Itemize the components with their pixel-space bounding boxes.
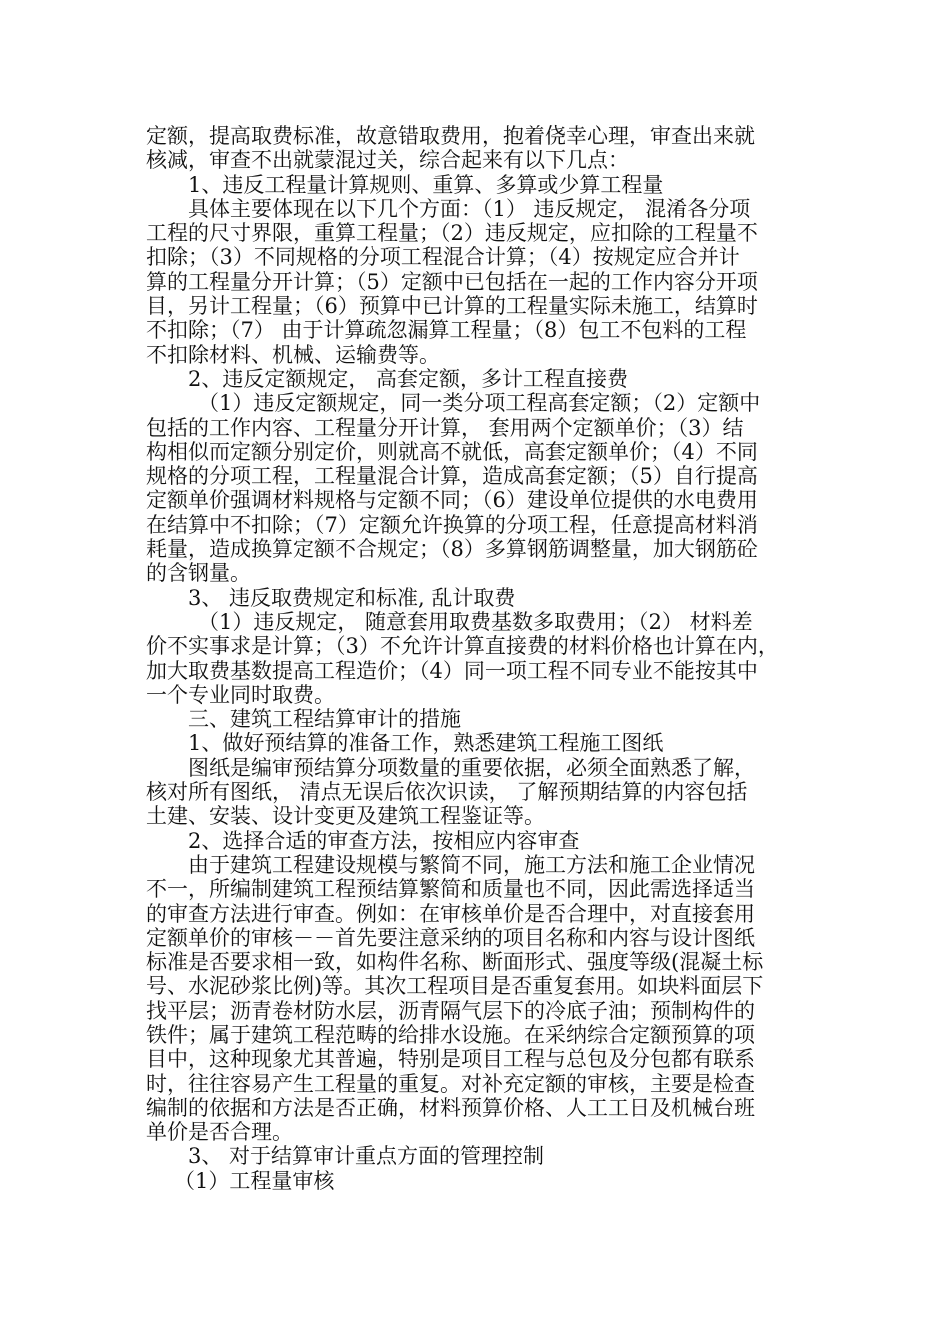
text-line: 不扣除材料、机械、运输费等。 bbox=[146, 342, 440, 367]
text-line: 铁件；属于建筑工程范畴的给排水设施。在采纳综合定额预算的项 bbox=[146, 1022, 755, 1047]
text-line: 图纸是编审预结算分项数量的重要依据，必须全面熟悉了解， bbox=[188, 755, 755, 780]
text-line: 价不实事求是计算；（3）不允许计算直接费的材料价格也计算在内， bbox=[146, 634, 779, 659]
text-line: （1）违反规定， 随意套用取费基数多取费用；（2） 材料差 bbox=[198, 609, 753, 634]
text-line: 加大取费基数提高工程造价；（4）同一项工程不同专业不能按其中 bbox=[146, 658, 758, 683]
document-body bbox=[146, 124, 812, 1193]
text-line: 1、违反工程量计算规则、重算、多算或少算工程量 bbox=[188, 172, 664, 197]
text-line: 2、选择合适的审查方法，按相应内容审查 bbox=[188, 828, 580, 853]
text-line: 号、水泥砂浆比例)等。其次工程项目是否重复套用。如块料面层下 bbox=[146, 974, 764, 999]
text-line: 具体主要体现在以下几个方面：（1） 违反规定， 混淆各分项 bbox=[188, 196, 751, 221]
text-line: 扣除；（3）不同规格的分项工程混合计算；（4）按规定应合并计 bbox=[146, 245, 740, 270]
text-line: 构相似而定额分别定价，则就高不就低，高套定额单价；（4）不同 bbox=[146, 439, 758, 464]
text-line: 耗量，造成换算定额不合规定；（8）多算钢筋调整量，加大钢筋砼 bbox=[146, 537, 758, 562]
text-line: 包括的工作内容、工程量分开计算， 套用两个定额单价；（3）结 bbox=[146, 415, 744, 440]
text-line: 定额单价强调材料规格与定额不同；（6）建设单位提供的水电费用 bbox=[146, 488, 758, 513]
text-line: 2、违反定额规定， 高套定额，多计工程直接费 bbox=[188, 366, 629, 391]
text-line: 找平层；沥青卷材防水层，沥青隔气层下的冷底子油；预制构件的 bbox=[146, 998, 755, 1023]
text-line: 不一，所编制建筑工程预结算繁简和质量也不同，因此需选择适当 bbox=[146, 877, 755, 902]
text-line: （1）工程量审核 bbox=[174, 1168, 335, 1193]
text-line: 目，另计工程量；（6）预算中已计算的工程量实际未施工，结算时 bbox=[146, 294, 758, 319]
text-line: 标准是否要求相一致，如构件名称、断面形式、强度等级(混凝土标 bbox=[146, 950, 764, 975]
text-line: 三、建筑工程结算审计的措施 bbox=[188, 707, 461, 732]
text-line: 规格的分项工程，工程量混合计算，造成高套定额；（5）自行提高 bbox=[146, 464, 758, 489]
text-line: 目中，这种现象尤其普遍，特别是项目工程与总包及分包都有联系 bbox=[146, 1047, 755, 1072]
text-line: 单价是否合理。 bbox=[146, 1120, 293, 1145]
text-line: 核对所有图纸， 清点无误后依次识读， 了解预期结算的内容包括 bbox=[146, 780, 748, 805]
text-line: 1、做好预结算的准备工作，熟悉建筑工程施工图纸 bbox=[188, 731, 664, 756]
text-line: 算的工程量分开计算；（5）定额中已包括在一起的工作内容分开项 bbox=[146, 269, 758, 294]
text-line: 由于建筑工程建设规模与繁简不同，施工方法和施工企业情况 bbox=[188, 852, 755, 877]
text-line: 的审查方法进行审查。例如：在审核单价是否合理中，对直接套用 bbox=[146, 901, 755, 926]
text-line: 时，往往容易产生工程量的重复。对补充定额的审核，主要是检查 bbox=[146, 1071, 755, 1096]
text-line: 在结算中不扣除；（7）定额允许换算的分项工程，任意提高材料消 bbox=[146, 512, 758, 537]
text-line: 工程的尺寸界限，重算工程量；（2）违反规定，应扣除的工程量不 bbox=[146, 221, 758, 246]
text-line: 定额单价的审核－－首先要注意采纳的项目名称和内容与设计图纸 bbox=[146, 925, 755, 950]
text-line: 的含钢量。 bbox=[146, 561, 251, 586]
text-line: 核减，审查不出就蒙混过关，综合起来有以下几点： bbox=[146, 148, 629, 173]
text-line: 定额，提高取费标准，故意错取费用，抱着侥幸心理，审查出来就 bbox=[146, 124, 755, 148]
text-line: 一个专业同时取费。 bbox=[146, 682, 335, 707]
text-line: 编制的依据和方法是否正确，材料预算价格、人工工日及机械台班 bbox=[146, 1095, 755, 1120]
text-line: 3、 对于结算审计重点方面的管理控制 bbox=[188, 1144, 545, 1169]
text-line: 不扣除；（7） 由于计算疏忽漏算工程量；（8）包工不包料的工程 bbox=[146, 318, 747, 343]
text-line: 3、 违反取费规定和标准, 乱计取费 bbox=[188, 585, 516, 610]
text-line: 土建、安装、设计变更及建筑工程鉴证等。 bbox=[146, 804, 545, 829]
text-line: （1）违反定额规定，同一类分项工程高套定额；（2）定额中 bbox=[198, 391, 761, 416]
